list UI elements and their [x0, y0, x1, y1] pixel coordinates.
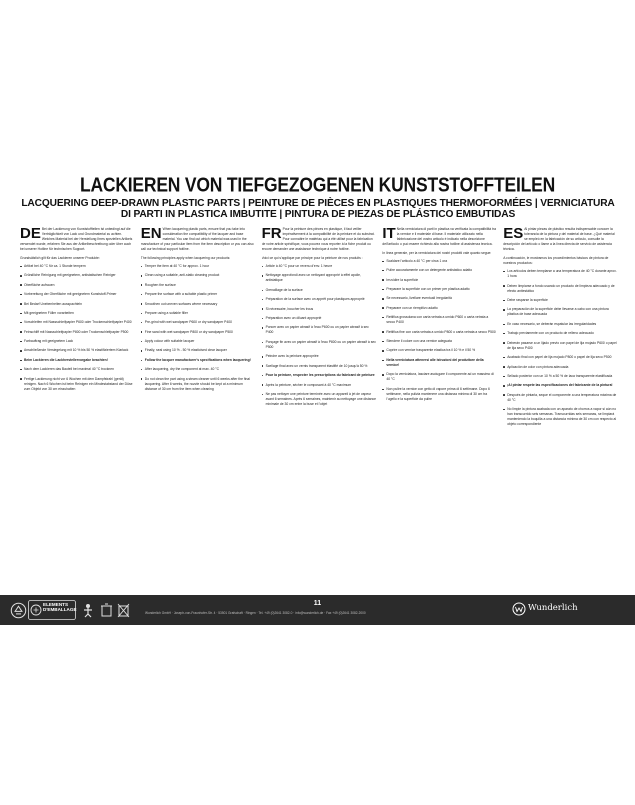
brand-name: Wunderlich: [528, 603, 578, 613]
instruction-item: Préparation de la surface avec un apprêt pour plastiques approprié: [262, 297, 377, 302]
instruction-item: Grenaillage de la surface: [262, 288, 377, 293]
column-intro: [382, 227, 497, 247]
instruction-item: Dopo la verniciatura, lasciare asciugare il componente ad un massimo di 40 °C: [382, 372, 497, 382]
instruction-item: Feinschliff mit Nassschleifpapier P800 oder Trockenschleifpapier P500: [20, 330, 135, 335]
instruction-item: Artikel bei 40 °C für ca. 1 Stunde tempern: [20, 264, 135, 269]
instruction-item: After lacquering, dry the component at max. 40 °C: [141, 367, 256, 372]
instruction-item: Los artículos deben templarse a una temperatura de 40 °C durante aprox. 1 hora: [503, 269, 618, 279]
intro-text: Nella verniciatura di parti in plastica va verificata la compatibilità tra la vernice e il materiale di base. Il materiale utilizzato nella fabbricazione del vostro articolo è indicato nella descrizione dell'articolo o può essere richiesto alla nostra hotline di assistenza tecnica.: [382, 227, 496, 247]
column-note: Grundsätzlich gilt für das Lackieren unserer Produkte:: [20, 255, 100, 260]
instruction-item: Después de pintarla, seque el componente a una temperatura máxima de 40 °C: [503, 393, 618, 403]
instruction-item: Si nécessaire, boucher les trous: [262, 307, 377, 312]
instruction-item: Temper the item at 40 °C for approx. 1 hour: [141, 264, 256, 269]
instruction-item: Clean using a suitable, anti-static cleaning product: [141, 273, 256, 278]
instruction-list: [503, 269, 618, 428]
instruction-item: Anschließende Versiegelung mit 10 % bis 50 % elastifiziertem Klarlack: [20, 348, 135, 353]
instruction-item: Irruvidire la superficie: [382, 278, 497, 283]
language-code: DE: [20, 227, 41, 242]
instruction-list: [20, 264, 135, 392]
instruction-item: Aplicación de color con pintura adecuada: [503, 365, 618, 370]
instruction-item: No limpie la pintura acabada con un aparato de chorros a vapor si aún no han transcurrido seis semanas. Transcurridas seis semanas, se limpiará manteniendo la boquilla a una distancia mínima de 30 cm con respecto al objeto correspondiente: [503, 407, 618, 427]
language-column: [503, 227, 618, 552]
instruction-item: Peindre avec la peinture appropriée: [262, 354, 377, 359]
instruction-item: Scellage final avec un vernis transparent élastifié de 10 jusqu'à 50 %: [262, 364, 377, 369]
recycle-icon: [10, 602, 27, 619]
instruction-item: Rettifica grossolana con carta vetrata a umido P600 o carta vetrata a secco P400: [382, 315, 497, 325]
instruction-item: Stendere il colore con una vernice adeguata: [382, 339, 497, 344]
language-code: EN: [140, 227, 162, 242]
instruction-item: Coprire con vernice trasparente elastica tra il 10 % e il 50 %: [382, 348, 497, 353]
wunderlich-logo-icon: [512, 602, 526, 616]
recycling-bin-icon: [99, 602, 114, 618]
footer-bar: [0, 595, 635, 625]
instruction-item: Se necessario, livellare eventuali irregolarità: [382, 296, 497, 301]
instruction-item: Après la peinture, sécher le composant à 40 °C maximum: [262, 383, 377, 388]
instruction-item: Deben limpiarse a fondo usando un producto de limpieza adecuado y de efecto antiestático: [503, 284, 618, 294]
instruction-item: Rettifica fine con carta vetrata a umido P800 o carta vetrata a secco P500: [382, 330, 497, 335]
instruction-item: Ponçage fin avec un papier abrasif à l'eau P800 ou un papier abrasif à sec P500: [262, 340, 377, 350]
intro-text: Al pintar piezas de plástico resulta indispensable conocer la tolerancia de la pintura y del material de base. ¿Qué material se empleó en la fabricación de su artículo, consulte la descripción del artículo o llame a la línea directa de servicio de asistencia técnica.: [503, 227, 615, 252]
instruction-item: Prepare using a suitable filler: [141, 311, 256, 316]
instruction-list: [382, 259, 497, 402]
language-column: [382, 227, 497, 552]
instruction-item: Sellado posterior con un 10 % a 50 % de laca transparente elastificada: [503, 374, 618, 379]
column-note: Voici ce qui s'applique par principe pour la peinture de nos produits :: [261, 255, 363, 260]
column-note: A continuación, le mostramos los procedimientos básicos de pintura de nuestros productos:: [503, 255, 609, 265]
instruction-item: Debe rasparse la superficie: [503, 298, 618, 303]
language-column: [141, 227, 256, 552]
language-column: [20, 227, 135, 552]
instruction-item: Scaldare l'articolo a 40 °C per circa 1 ora: [382, 259, 497, 264]
page-title: LACKIEREN VON TIEFGEZOGENEN KUNSTSTOFFTEILEN: [79, 173, 556, 196]
instruction-item: Préparation avec un diluant approprié: [262, 316, 377, 321]
language-column: [262, 227, 377, 552]
instruction-item: Vorbereitung der Oberfläche mit geeignetem Kunststoff-Primer: [20, 292, 135, 297]
instruction-item: Do not clean the part using a steam cleaner until 6 weeks after the final lacquering. After 6 weeks, the nozzle should be kept at a minimum distance of 30 cm from the item when cleaning: [141, 377, 256, 392]
instruction-item: En caso necesario, se deberán espatular las irregularidades: [503, 322, 618, 327]
column-intro: [503, 227, 618, 252]
page-number: 11: [313, 600, 322, 607]
instruction-list: [141, 264, 256, 392]
intro-text: Pour la peinture des pièces en plastique, il faut veiller impérativement à la compatibilité de la peinture et du substrat. Pour connaître le matériau qui a été utilisé pour la fabrication de votre article spécifique, vous pouvez vous reporter à la fiche produit ou encore demander une assistance technique à notre hotline.: [261, 227, 375, 252]
instruction-item: Preparare con un riempitivo adatto: [382, 306, 497, 311]
instruction-item: Article à 40 °C pour un revenu d'env. 1 heure: [262, 264, 377, 269]
instruction-item: Nettoyage approfondi avec un nettoyant approprié à effet apolie, antistatique: [262, 273, 377, 283]
instruction-item: Pre-grind with wet sandpaper P600 or dry sandpaper P400: [141, 320, 256, 325]
instruction-item: Fertige Lackierung nicht vor 6 Wochen mit dem Dampfstrahl (gerät) reinigen. Nach 6 Wochen ist beim Reinigen ein Mindestabstand der Düse zum Objekt von 30 cm einzuhalten: [20, 377, 135, 392]
instruction-item: Nach dem Lackieren das Bauteil bei maximal 40 °C trocknen: [20, 367, 135, 372]
page-subtitle: LACQUERING DEEP-DRAWN PLASTIC PARTS | PEINTURE DE PIÈCES EN PLASTIQUES THERMOFORMÉES | VERNICIATURA DI PARTI IN PLASTICA IMBUTITE | PINTURA DE PIEZAS DE PLÁSTICO EMBUTIDAS: [21, 198, 615, 220]
instruction-item: Smoothen out uneven surfaces where necessary: [141, 302, 256, 307]
crossed-bin-icon: [116, 602, 131, 618]
instruction-item: Mit geeignetem Füller vorarbeiten: [20, 311, 135, 316]
instruction-item: Deberán pasarse a un lijado previo con papel de lija mojado P600 o papel de lija seco P400: [503, 341, 618, 351]
instruction-item: Finally, seal using 10 % - 50 % elasticised clear lacquer: [141, 348, 256, 353]
instruction-list: [262, 264, 377, 407]
instruction-item: Acabado final con papel de lija mojado P800 o papel de lija seco P500: [503, 355, 618, 360]
instruction-item: Follow the lacquer manufacturer's specifications when lacquering!: [141, 358, 256, 363]
column-intro: [262, 227, 377, 252]
triman-icon: [80, 602, 96, 618]
instruction-item: Non pulire la vernice con getto di vapore prima di 6 settimane. Dopo 6 settimane, nella pulizia mantenere una distanza minima di 30 cm tra l'ugello e la superficie da pulire: [382, 387, 497, 402]
instruction-item: Trabajo previamente con un producto de relleno adecuado: [503, 331, 618, 336]
instruction-item: Nella verniciatura attenersi alle istruzioni del produttore della vernice!: [382, 358, 497, 368]
instruction-item: Farbauftrag mit geeignetem Lack: [20, 339, 135, 344]
instruction-item: Fine sand with wet sandpaper P800 or dry sandpaper P500: [141, 330, 256, 335]
intro-text: When lacquering plastic parts, ensure that you take into consideration the compatibility of the lacquer and base material. You can find out which material was used in the manufacture of your particular item from the item description or you can also call our technical support hotline.: [140, 227, 254, 252]
language-code: ES: [503, 227, 524, 242]
language-code: FR: [261, 227, 282, 242]
instruction-item: Prepare the surface with a suitable plastic primer: [141, 292, 256, 297]
instruction-item: Pulire accuratamente con un detergente antistatico adatto: [382, 268, 497, 273]
column-intro: [20, 227, 135, 252]
instruction-item: Poncer avec un papier abrasif à l'eau P600 ou un papier abrasif à sec P400: [262, 325, 377, 335]
column-intro: [141, 227, 256, 252]
instruction-item: Vorschleifen mit Nassschleifpapier P600 oder Trockenschleifpapier P400: [20, 320, 135, 325]
instruction-item: Bei Bedarf Unebenheiten ausspachteln: [20, 302, 135, 307]
instruction-item: Ne pas nettoyer une peinture terminée avec un appareil à jet de vapeur avant 6 semaines. Après 6 semaines, maintenir au nettoyage une distance minimale de 30 cm entre la buse et l'objet: [262, 392, 377, 407]
instruction-item: La preparación de la superficie debe llevarse a cabo con una pintura plástica de base adecuada: [503, 307, 618, 317]
column-note: In linea generale, per la verniciatura dei nostri prodotti vale quanto segue:: [382, 250, 492, 255]
legal-text: Wunderlich GmbH · Joseph-von-Fraunhofer-Str. 4 · 53501 Grafschaft · Ringen · Tel. +49 (0)2641 3082-0 · info@wunderlich.de · Fax +49 (0)2641 3082-2000: [145, 611, 366, 615]
language-columns: [20, 227, 618, 552]
instruction-item: Pour la peinture, respecter les prescriptions du fabricant de peinture: [262, 373, 377, 378]
instruction-item: Roughen the surface: [141, 283, 256, 288]
elements-emballage-label: ELEMENTS D'EMBALLAGE: [43, 602, 77, 612]
instruction-item: Gründliche Reinigung mit geeignetem, antistatischen Reiniger: [20, 273, 135, 278]
intro-text: Bei der Lackierung von Kunststoffteilen ist unbedingt auf die Verträglichkeit von Lack und Grundmaterial zu achten. Welches Material bei der Herstellung Ihres speziellen Artikels verwendet wurde, erfahren Sie aus der Artikelbeschreibung oder über auch bei unserer Hotline für technischen Support.: [20, 227, 133, 252]
instruction-item: Beim Lackieren die Lackherstellervorgabe beachten!: [20, 358, 135, 363]
instruction-item: Oberfläche aufrauen: [20, 283, 135, 288]
instruction-item: ¡Al pintar respete las especificaciones del fabricante de la pintura!: [503, 383, 618, 388]
instruction-item: Apply colour with suitable lacquer: [141, 339, 256, 344]
instruction-item: Preparare la superficie con un primer per plastica adatto: [382, 287, 497, 292]
language-code: IT: [382, 227, 396, 242]
column-note: The following principles apply when lacquering our products:: [140, 255, 231, 260]
